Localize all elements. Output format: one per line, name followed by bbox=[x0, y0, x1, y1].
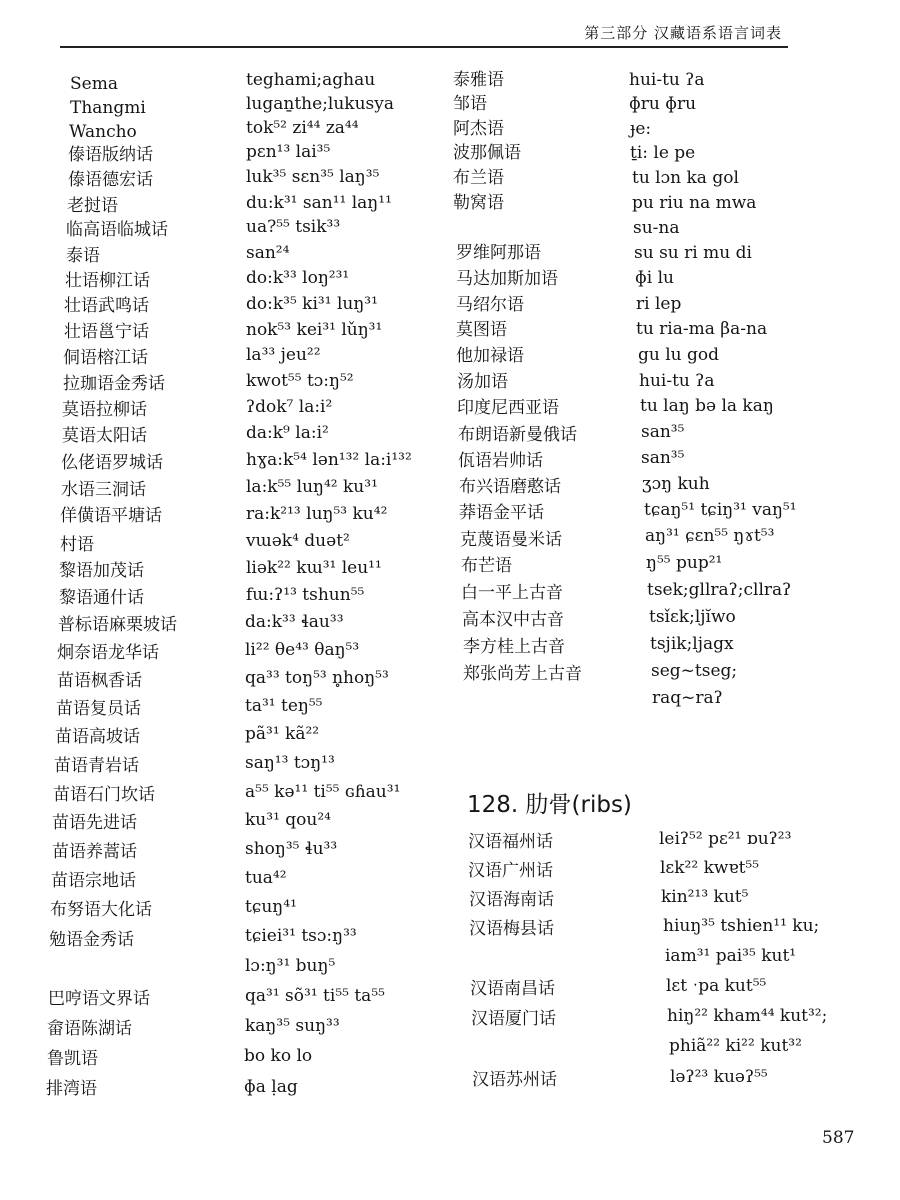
list-item: tu lɔn ka gol bbox=[632, 168, 739, 188]
list-item: 水语三洞话 bbox=[61, 480, 146, 500]
list-item: 布兰语 bbox=[453, 168, 504, 188]
list-item: 苗语青岩话 bbox=[54, 756, 139, 776]
list-item: tsek;gllraʔ;cllraʔ bbox=[647, 580, 792, 600]
list-item: san³⁵ bbox=[641, 448, 685, 468]
list-item: seg~tseg; bbox=[651, 661, 738, 681]
list-item: tok⁵² zi⁴⁴ za⁴⁴ bbox=[246, 118, 359, 138]
list-item: 老挝语 bbox=[67, 196, 118, 216]
list-item: lɔ:ŋ³¹ buŋ⁵ bbox=[245, 956, 336, 976]
list-item: 波那佩语 bbox=[453, 143, 521, 163]
list-item: pu riu na mwa bbox=[632, 193, 757, 213]
list-item: 马绍尔语 bbox=[456, 295, 524, 315]
list-item: 他加禄语 bbox=[456, 346, 524, 366]
list-item: teghami;aghau bbox=[246, 70, 376, 90]
list-item: 邹语 bbox=[453, 94, 487, 114]
list-item: 拉珈语金秀话 bbox=[63, 374, 165, 394]
list-item: 苗语高坡话 bbox=[55, 727, 140, 747]
list-item: 傣语德宏话 bbox=[68, 170, 153, 190]
list-item: leiʔ⁵² pɛ²¹ ɒuʔ²³ bbox=[659, 829, 792, 849]
list-item: 勉语金秀话 bbox=[49, 930, 134, 950]
list-item: 傣语版纳话 bbox=[68, 145, 153, 165]
list-item: tɕaŋ⁵¹ tɕiŋ³¹ vaŋ⁵¹ bbox=[644, 500, 797, 520]
list-item: 炯奈语龙华话 bbox=[57, 643, 159, 663]
list-item: gu lu god bbox=[638, 345, 720, 365]
header-rule bbox=[60, 46, 788, 48]
list-item: liək²² kɯ³¹ leu¹¹ bbox=[246, 558, 382, 578]
list-item: 印度尼西亚语 bbox=[457, 398, 559, 418]
list-item: iam³¹ pai³⁵ kut¹ bbox=[665, 946, 797, 966]
list-item: 苗语养蒿话 bbox=[52, 842, 137, 862]
list-item: a⁵⁵ kə¹¹ ti⁵⁵ ɢɦau³¹ bbox=[245, 782, 401, 802]
list-item: hui-tu ʔa bbox=[629, 70, 705, 90]
list-item: 阿杰语 bbox=[453, 119, 504, 139]
list-item: tɕuŋ⁴¹ bbox=[245, 897, 297, 917]
list-item: ɸru ɸru bbox=[629, 94, 697, 114]
list-item: da:k³³ ɬau³³ bbox=[245, 612, 344, 632]
list-item: la:k⁵⁵ luŋ⁴² ku³¹ bbox=[246, 477, 378, 497]
page-number: 587 bbox=[822, 1128, 855, 1148]
list-item: ta³¹ teŋ⁵⁵ bbox=[245, 696, 323, 716]
list-item: 壮语武鸣话 bbox=[64, 296, 149, 316]
list-item: kin²¹³ kut⁵ bbox=[661, 887, 749, 907]
list-item: ŋ⁵⁵ pup²¹ bbox=[646, 553, 723, 573]
list-item: qa³³ toŋ⁵³ n̥hoŋ⁵³ bbox=[245, 668, 389, 688]
list-item: hui-tu ʔa bbox=[639, 371, 715, 391]
list-item: aŋ³¹ ɕɛn⁵⁵ ŋɤt⁵³ bbox=[645, 526, 775, 546]
list-item: pã³¹ kã²² bbox=[245, 724, 320, 744]
list-item: qa³¹ sõ³¹ ti⁵⁵ ta⁵⁵ bbox=[245, 986, 385, 1006]
list-item: 莫语太阳话 bbox=[62, 426, 147, 446]
list-item: su-na bbox=[633, 218, 680, 238]
list-item: do:k³⁵ ki³¹ luŋ³¹ bbox=[246, 294, 378, 314]
list-item: ɸi lu bbox=[635, 268, 674, 288]
list-item: 村语 bbox=[60, 535, 94, 555]
list-item: 克蔑语曼米话 bbox=[460, 530, 562, 550]
list-item: 勒窝语 bbox=[453, 193, 504, 213]
list-item: 李方桂上古音 bbox=[463, 637, 565, 657]
list-item: ua?⁵⁵ tsik³³ bbox=[246, 217, 341, 237]
list-item: luk³⁵ sɛn³⁵ laŋ³⁵ bbox=[246, 167, 380, 187]
list-item: tsǐɛk;ljĭwo bbox=[649, 607, 736, 627]
list-item: 苗语枫香话 bbox=[57, 671, 142, 691]
list-item: 郑张尚芳上古音 bbox=[463, 664, 582, 684]
list-item: pɛn¹³ lai³⁵ bbox=[246, 142, 331, 162]
list-item: Wancho bbox=[69, 122, 137, 142]
list-item: ku³¹ qou²⁴ bbox=[245, 810, 331, 830]
list-item: lugaṉthe;lukusya bbox=[246, 94, 395, 114]
list-item: 畲语陈湖话 bbox=[47, 1019, 132, 1039]
list-item: 鲁凯语 bbox=[47, 1049, 98, 1069]
list-item: ʔdok⁷ la:i² bbox=[246, 397, 333, 417]
list-item: li²² θe⁴³ θaŋ⁵³ bbox=[245, 640, 360, 660]
list-item: ɟe: bbox=[630, 119, 652, 139]
list-item: 侗语榕江话 bbox=[63, 348, 148, 368]
list-item: 汉语梅县话 bbox=[469, 919, 554, 939]
list-item: 汉语厦门话 bbox=[471, 1009, 556, 1029]
list-item: 高本汉中古音 bbox=[462, 610, 564, 630]
list-item: tɕiei³¹ tsɔ:ŋ³³ bbox=[245, 926, 357, 946]
list-item: 罗维阿那语 bbox=[456, 243, 541, 263]
list-item: 苗语复员话 bbox=[56, 699, 141, 719]
list-item: ʒɔŋ kuh bbox=[642, 474, 710, 494]
list-item: da:k⁹ la:i² bbox=[246, 423, 329, 443]
list-item: 黎语通什话 bbox=[59, 588, 144, 608]
list-item: 泰雅语 bbox=[453, 70, 504, 90]
list-item: tsjik;ljagx bbox=[650, 634, 734, 654]
list-item: 临高语临城话 bbox=[66, 220, 168, 240]
list-item: 泰语 bbox=[66, 246, 100, 266]
list-item: 马达加斯加语 bbox=[456, 269, 558, 289]
list-item: lɛk²² kwɐt⁵⁵ bbox=[660, 858, 760, 878]
list-item: ra:k²¹³ luŋ⁵³ ku⁴² bbox=[246, 504, 388, 524]
list-item: Sema bbox=[70, 74, 118, 94]
list-item: bo ko lo bbox=[244, 1046, 313, 1066]
list-item: phiã²² ki²² kut³² bbox=[669, 1036, 802, 1056]
list-item: 壮语邕宁话 bbox=[64, 322, 149, 342]
list-item: hiŋ²² kham⁴⁴ kut³²; bbox=[667, 1006, 828, 1026]
list-item: ṯi: le pe bbox=[630, 143, 696, 163]
list-item: 莽语金平话 bbox=[459, 503, 544, 523]
list-item: kwot⁵⁵ tɔ:ŋ⁵² bbox=[246, 371, 354, 391]
list-item: kaŋ³⁵ suŋ³³ bbox=[245, 1016, 340, 1036]
header-text: 第三部分 汉藏语系语言词表 bbox=[584, 24, 782, 42]
list-item: 白一平上古音 bbox=[461, 583, 563, 603]
list-item: san²⁴ bbox=[246, 243, 290, 263]
list-item: la³³ jeu²² bbox=[246, 345, 321, 365]
list-item: 布朗语新曼俄话 bbox=[458, 425, 577, 445]
list-item: 布芒语 bbox=[461, 556, 512, 576]
list-item: do:k³³ loŋ²³¹ bbox=[246, 268, 350, 288]
list-item: saŋ¹³ tɔŋ¹³ bbox=[245, 753, 335, 773]
list-item: tu ria-ma βa-na bbox=[636, 319, 768, 339]
list-item: ləʔ²³ kuəʔ⁵⁵ bbox=[670, 1067, 768, 1087]
list-item: 汉语海南话 bbox=[469, 890, 554, 910]
list-item: tu laŋ bə la kaŋ bbox=[640, 396, 774, 416]
list-item: su su ri mu di bbox=[634, 243, 752, 263]
list-item: 苗语先进话 bbox=[52, 813, 137, 833]
list-item: 排湾语 bbox=[46, 1079, 97, 1099]
list-item: 佯僙语平塘话 bbox=[60, 506, 162, 526]
list-item: 巴哼语文界话 bbox=[48, 989, 150, 1009]
list-item: 汤加语 bbox=[457, 372, 508, 392]
list-item: hɣa:k⁵⁴ lən¹³² la:i¹³² bbox=[246, 450, 412, 470]
list-item: nok⁵³ kei³¹ lǔŋ³¹ bbox=[246, 320, 383, 340]
list-item: 莫语拉柳话 bbox=[62, 400, 147, 420]
list-item: 苗语石门坎话 bbox=[53, 785, 155, 805]
list-item: 普标语麻栗坡话 bbox=[58, 615, 177, 635]
list-item: 莫图语 bbox=[456, 320, 507, 340]
list-item: du:k³¹ san¹¹ laŋ¹¹ bbox=[246, 193, 392, 213]
list-item: vɯək⁴ duət² bbox=[246, 531, 350, 551]
section-heading: 128. 肋骨(ribs) bbox=[467, 792, 632, 818]
running-header bbox=[0, 0, 900, 50]
list-item: hiuŋ³⁵ tshien¹¹ ku; bbox=[663, 916, 820, 936]
list-item: 壮语柳江话 bbox=[65, 271, 150, 291]
list-item: ri lep bbox=[636, 294, 682, 314]
list-item: shoŋ³⁵ ɬu³³ bbox=[245, 839, 338, 859]
list-item: san³⁵ bbox=[641, 422, 685, 442]
list-item: 仫佬语罗城话 bbox=[61, 453, 163, 473]
list-item: ɸa ḷag bbox=[244, 1077, 298, 1097]
list-item: 汉语南昌话 bbox=[470, 979, 555, 999]
list-item: 布努语大化话 bbox=[50, 900, 152, 920]
list-item: 苗语宗地话 bbox=[51, 871, 136, 891]
list-item: 布兴语磨憨话 bbox=[459, 477, 561, 497]
list-item: 汉语广州话 bbox=[468, 861, 553, 881]
list-item: Thangmi bbox=[70, 98, 146, 118]
list-item: 汉语苏州话 bbox=[472, 1070, 557, 1090]
list-item: lɛt ˑpa kut⁵⁵ bbox=[666, 976, 767, 996]
list-item: 黎语加茂话 bbox=[59, 561, 144, 581]
list-item: tua⁴² bbox=[245, 868, 287, 888]
list-item: fɯ:ʔ¹³ tshun⁵⁵ bbox=[246, 585, 365, 605]
list-item: 佤语岩帅话 bbox=[458, 451, 543, 471]
list-item: 汉语福州话 bbox=[468, 832, 553, 852]
list-item: raq~raʔ bbox=[652, 688, 723, 708]
